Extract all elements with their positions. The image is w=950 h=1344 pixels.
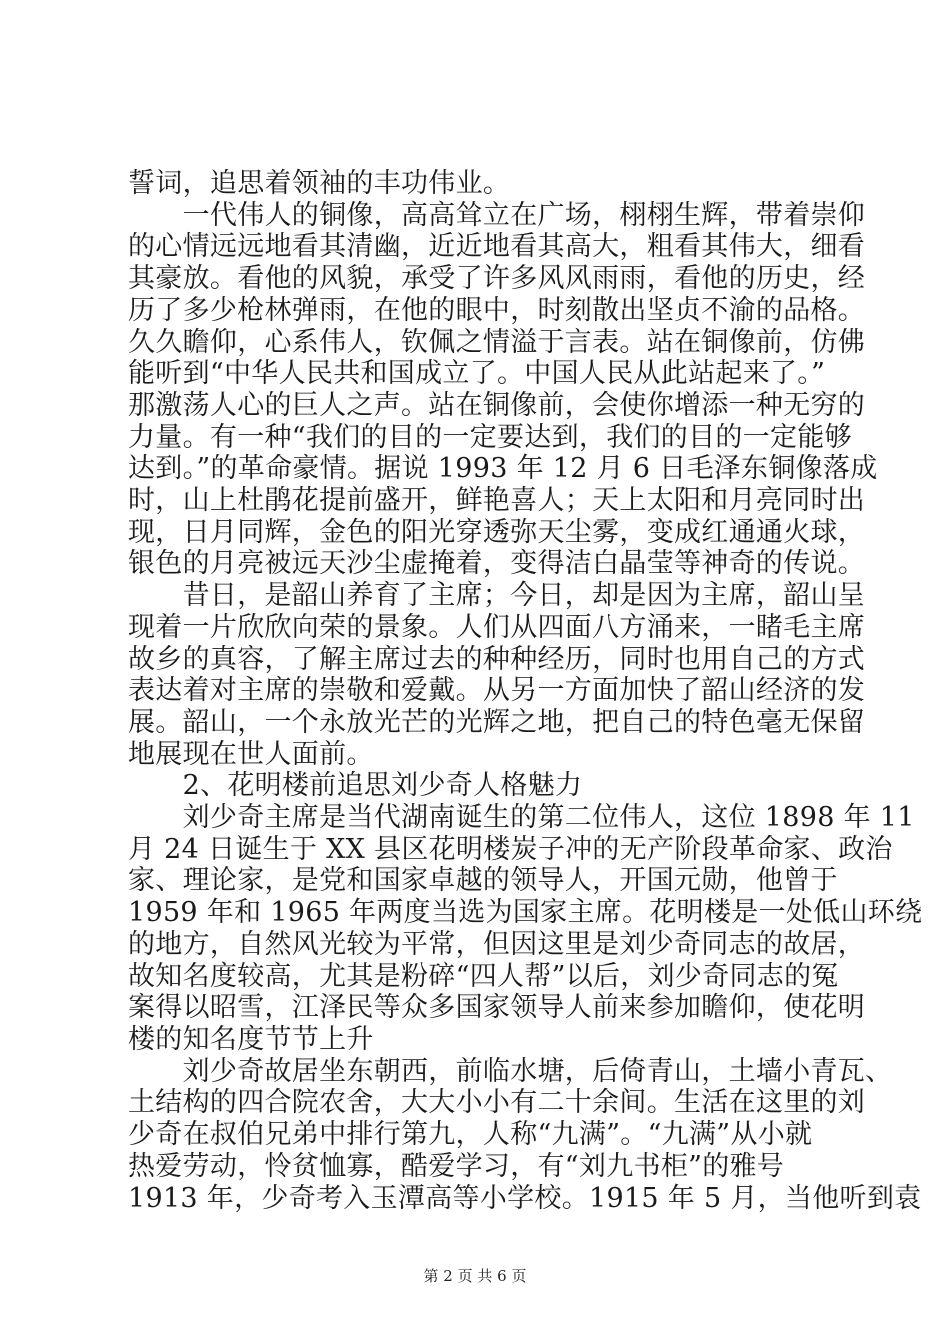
text-line: 达到。”的革命豪情。据说 1993 年 12 月 6 日毛泽东铜像落成 <box>128 453 878 485</box>
text-line: 历了多少枪林弹雨，在他的眼中，时刻散出坚贞不渝的品格。 <box>128 294 866 326</box>
text-line: 家、理论家，是党和国家卓越的领导人，开国元勋，他曾于 <box>128 865 838 897</box>
text-line: 地展现在世人面前。 <box>128 738 374 770</box>
text-line: 时，山上杜鹃花提前盛开，鲜艳喜人；天上太阳和月亮同时出 <box>128 485 866 517</box>
text-line: 现着一片欣欣向荣的景象。人们从四面八方涌来，一睹毛主席 <box>128 611 866 643</box>
page-number: 第 2 页 共 6 页 <box>423 1267 527 1285</box>
text-line: 土结构的四合院农舍，大大小小有二十余间。生活在这里的刘 <box>128 1087 866 1119</box>
text-line: 展。韶山，一个永放光芒的光辉之地，把自己的特色毫无保留 <box>128 706 866 738</box>
text-line: 的心情远远地看其清幽，近近地看其高大，粗看其伟大，细看 <box>128 231 866 263</box>
text-line: 久久瞻仰，心系伟人，钦佩之情溢于言表。站在铜像前，仿佛 <box>128 326 866 358</box>
text-line: 1913 年，少奇考入玉潭高等小学校。1915 年 5 月，当他听到袁 <box>128 1182 922 1214</box>
text-line: 故乡的真容，了解主席过去的种种经历，同时也用自己的方式 <box>128 643 866 675</box>
text-line: 表达着对主席的崇敬和爱戴。从另一方面加快了韶山经济的发 <box>128 675 866 707</box>
text-line: 银色的月亮被远天沙尘虚掩着，变得洁白晶莹等神奇的传说。 <box>128 548 866 580</box>
text-line: 少奇在叔伯兄弟中排行第九，人称“九满”。“九满”从小就 <box>128 1119 813 1151</box>
page-footer <box>0 1266 950 1286</box>
text-line: 刘少奇主席是当代湖南诞生的第二位伟人，这位 1898 年 11 <box>128 802 915 834</box>
text-line: 誓词，追思着领袖的丰功伟业。 <box>128 168 511 199</box>
text-line: 楼的知名度节节上升 <box>128 1023 374 1055</box>
text-line: 刘少奇故居坐东朝西，前临水塘，后倚青山，土墙小青瓦、 <box>128 1055 893 1087</box>
text-line: 案得以昭雪，江泽民等众多国家领导人前来参加瞻仰，使花明 <box>128 992 866 1024</box>
text-line: 月 24 日诞生于 XX 县区花明楼炭子冲的无产阶段革命家、政治 <box>128 833 893 865</box>
text-line: 的地方，自然风光较为平常，但因这里是刘少奇同志的故居， <box>128 928 866 960</box>
text-line: 1959 年和 1965 年两度当选为国家主席。花明楼是一处低山环绕 <box>128 897 923 929</box>
text-line: 其豪放。看他的风貌，承受了许多风风雨雨，看他的历史，经 <box>128 263 866 295</box>
document-body <box>128 168 923 1214</box>
text-line: 力量。有一种“我们的目的一定要达到，我们的目的一定能够 <box>128 421 852 453</box>
text-line: 一代伟人的铜像，高高耸立在广场，栩栩生辉，带着崇仰 <box>128 199 866 231</box>
section-heading: 2、花明楼前追思刘少奇人格魅力 <box>128 770 583 802</box>
text-line: 热爱劳动，怜贫恤寡，酷爱学习，有“刘九书柜”的雅号 <box>128 1150 785 1182</box>
text-line: 昔日，是韶山养育了主席；今日，却是因为主席，韶山呈 <box>128 580 866 612</box>
text-line: 故知名度较高，尤其是粉碎“四人帮”以后，刘少奇同志的冤 <box>128 960 839 992</box>
text-line: 那激荡人心的巨人之声。站在铜像前，会使你增添一种无穷的 <box>128 389 866 421</box>
text-line: 能听到“中华人民共和国成立了。中国人民从此站起来了。” <box>128 358 826 390</box>
text-line: 现，日月同辉，金色的阳光穿透弥天尘雾，变成红通通火球， <box>128 516 866 548</box>
